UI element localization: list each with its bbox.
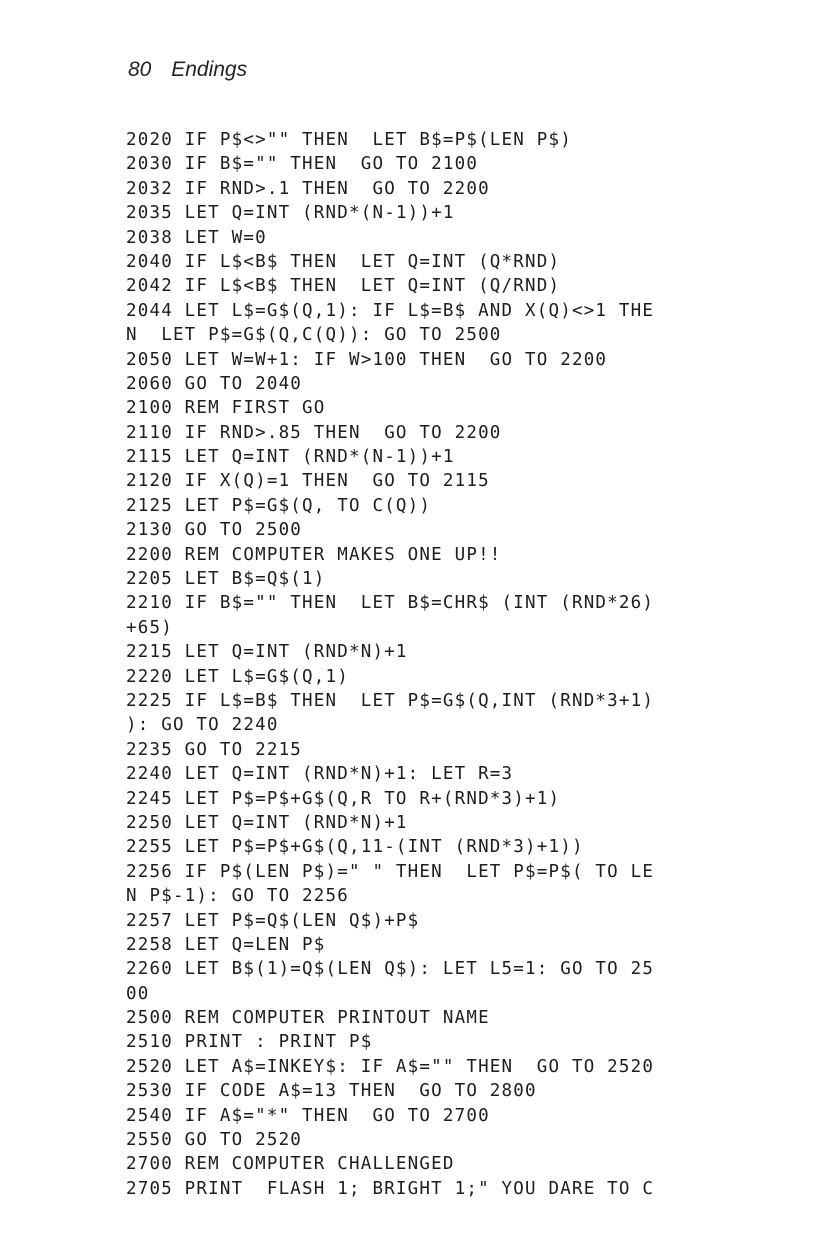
code-line: 2500 REM COMPUTER PRINTOUT NAME — [126, 1008, 490, 1029]
code-line: 2250 LET Q=INT (RND*N)+1 — [126, 812, 408, 833]
code-line: 2060 GO TO 2040 — [126, 373, 303, 394]
code-line: 2115 LET Q=INT (RND*(N-1))+1 — [126, 447, 455, 468]
code-line: 2220 LET L$=G$(Q,1) — [126, 666, 349, 687]
code-line: 2042 IF L$<B$ THEN LET Q=INT (Q/RND) — [126, 276, 561, 297]
code-line: 2130 GO TO 2500 — [126, 520, 303, 541]
code-line: N P$-1): GO TO 2256 — [126, 886, 349, 907]
code-line: 2256 IF P$(LEN P$)=" " THEN LET P$=P$( TO LE — [126, 861, 655, 882]
code-line: 2125 LET P$=G$(Q, TO C(Q)) — [126, 495, 432, 516]
code-line: 2038 LET W=0 — [126, 227, 267, 248]
code-line: 2020 IF P$<>"" THEN LET B$=P$(LEN P$) — [126, 130, 572, 150]
page-number: 80 — [128, 58, 152, 81]
code-line: 2235 GO TO 2215 — [126, 739, 303, 760]
code-line: 2044 LET L$=G$(Q,1): IF L$=B$ AND X(Q)<>1 THE — [126, 300, 655, 321]
code-line: 2240 LET Q=INT (RND*N)+1: LET R=3 — [126, 764, 514, 785]
code-line: 2700 REM COMPUTER CHALLENGED — [126, 1154, 455, 1175]
code-line: 2520 LET A$=INKEY$: IF A$="" THEN GO TO 2520 — [126, 1056, 655, 1077]
code-line: 2200 REM COMPUTER MAKES ONE UP!! — [126, 544, 502, 565]
code-line: 2040 IF L$<B$ THEN LET Q=INT (Q*RND) — [126, 251, 561, 272]
code-line: 2258 LET Q=LEN P$ — [126, 934, 326, 955]
code-line: 2260 LET B$(1)=Q$(LEN Q$): LET L5=1: GO TO 25 — [126, 959, 655, 980]
code-line: 2110 IF RND>.85 THEN GO TO 2200 — [126, 422, 502, 443]
code-line: 2032 IF RND>.1 THEN GO TO 2200 — [126, 178, 490, 199]
code-line: 2255 LET P$=P$+G$(Q,11-(INT (RND*3)+1)) — [126, 837, 584, 858]
code-line: 2705 PRINT FLASH 1; BRIGHT 1;" YOU DARE TO C — [126, 1178, 655, 1199]
code-line: 2257 LET P$=Q$(LEN Q$)+P$ — [126, 910, 420, 931]
code-line: 2120 IF X(Q)=1 THEN GO TO 2115 — [126, 471, 490, 492]
code-line: 2225 IF L$=B$ THEN LET P$=G$(Q,INT (RND*3+1) — [126, 690, 655, 711]
code-line: ): GO TO 2240 — [126, 715, 279, 736]
code-line: 2215 LET Q=INT (RND*N)+1 — [126, 642, 408, 663]
code-line: 2245 LET P$=P$+G$(Q,R TO R+(RND*3)+1) — [126, 788, 561, 809]
code-line: 2210 IF B$="" THEN LET B$=CHR$ (INT (RND*26) — [126, 593, 655, 614]
code-line: 00 — [126, 983, 150, 1004]
code-line: 2530 IF CODE A$=13 THEN GO TO 2800 — [126, 1081, 537, 1102]
code-line: 2035 LET Q=INT (RND*(N-1))+1 — [126, 203, 455, 224]
code-line: 2510 PRINT : PRINT P$ — [126, 1032, 373, 1053]
code-line: 2205 LET B$=Q$(1) — [126, 569, 326, 590]
code-line: 2540 IF A$="*" THEN GO TO 2700 — [126, 1105, 490, 1126]
page-header — [128, 58, 247, 82]
code-line: 2550 GO TO 2520 — [126, 1130, 303, 1151]
chapter-title: Endings — [171, 58, 248, 81]
code-line: +65) — [126, 617, 173, 638]
basic-program-listing — [126, 128, 826, 1201]
code-line: N LET P$=G$(Q,C(Q)): GO TO 2500 — [126, 325, 502, 346]
code-line: 2050 LET W=W+1: IF W>100 THEN GO TO 2200 — [126, 349, 608, 370]
code-line: 2100 REM FIRST GO — [126, 398, 326, 419]
code-line: 2030 IF B$="" THEN GO TO 2100 — [126, 154, 479, 175]
